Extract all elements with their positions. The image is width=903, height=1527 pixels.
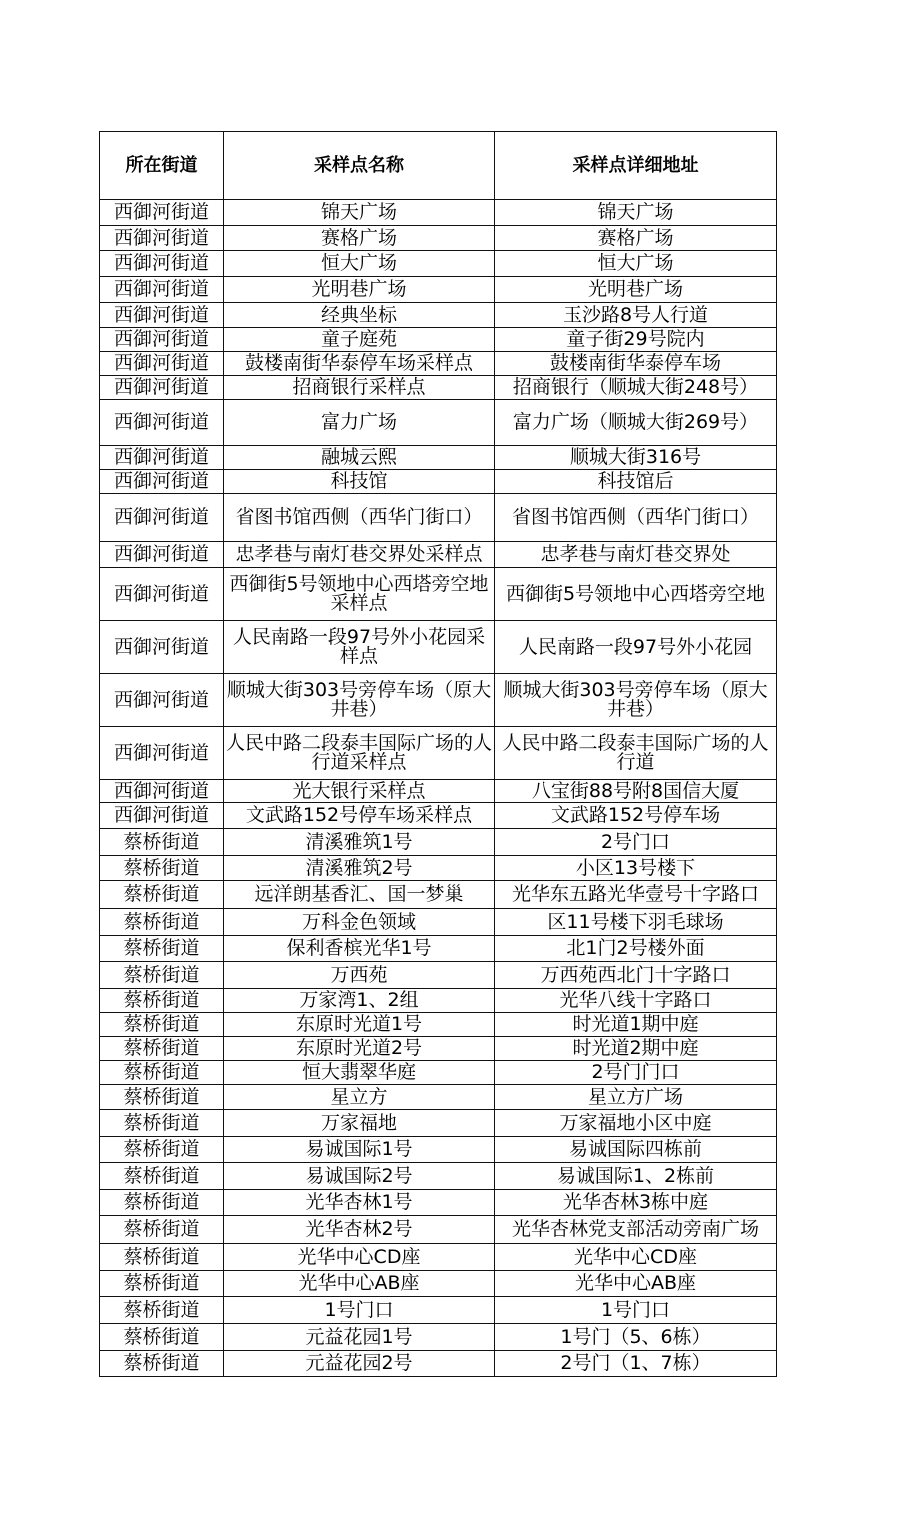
table-row <box>100 1137 777 1163</box>
table-row <box>100 1061 777 1085</box>
cell-site-name: 光华中心CD座 <box>224 1244 495 1271</box>
cell-site-address: 光华东五路光华壹号十字路口 <box>495 881 777 909</box>
cell-site-name: 清溪雅筑1号 <box>224 829 495 856</box>
cell-street: 蔡桥街道 <box>100 909 224 936</box>
cell-site-address: 光华中心AB座 <box>495 1271 777 1297</box>
cell-street: 西御河街道 <box>100 803 224 829</box>
cell-site-name: 招商银行采样点 <box>224 376 495 400</box>
cell-street: 蔡桥街道 <box>100 1190 224 1216</box>
cell-street: 西御河街道 <box>100 303 224 328</box>
cell-street: 西御河街道 <box>100 226 224 251</box>
cell-site-address: 北1门2号楼外面 <box>495 936 777 962</box>
cell-site-name: 人民南路一段97号外小花园采样点 <box>224 621 495 674</box>
cell-site-name: 童子庭苑 <box>224 328 495 352</box>
cell-site-name: 顺城大街303号旁停车场（原大井巷） <box>224 674 495 727</box>
cell-street: 蔡桥街道 <box>100 1216 224 1244</box>
cell-street: 西御河街道 <box>100 277 224 303</box>
cell-site-address: 人民南路一段97号外小花园 <box>495 621 777 674</box>
cell-site-address: 易诚国际1、2栋前 <box>495 1163 777 1190</box>
table-row <box>100 1216 777 1244</box>
table-row <box>100 803 777 829</box>
header-site-name: 采样点名称 <box>224 132 495 200</box>
table-body <box>100 200 777 1377</box>
cell-site-address: 时光道2期中庭 <box>495 1037 777 1061</box>
table-row <box>100 200 777 226</box>
cell-site-name: 光大银行采样点 <box>224 780 495 803</box>
cell-site-name: 省图书馆西侧（西华门街口） <box>224 494 495 542</box>
cell-street: 蔡桥街道 <box>100 962 224 989</box>
cell-site-name: 易诚国际1号 <box>224 1137 495 1163</box>
cell-site-address: 时光道1期中庭 <box>495 1013 777 1037</box>
table-row <box>100 1013 777 1037</box>
cell-site-address: 万家福地小区中庭 <box>495 1110 777 1137</box>
cell-street: 西御河街道 <box>100 470 224 494</box>
table-row <box>100 251 777 277</box>
cell-site-address: 西御街5号领地中心西塔旁空地 <box>495 568 777 621</box>
cell-site-name: 锦天广场 <box>224 200 495 226</box>
table-row <box>100 1351 777 1377</box>
cell-site-address: 人民中路二段泰丰国际广场的人行道 <box>495 727 777 780</box>
table-row <box>100 1163 777 1190</box>
cell-street: 蔡桥街道 <box>100 856 224 881</box>
cell-site-address: 万西苑西北门十字路口 <box>495 962 777 989</box>
table-row <box>100 936 777 962</box>
table-row <box>100 909 777 936</box>
cell-site-address: 区11号楼下羽毛球场 <box>495 909 777 936</box>
cell-site-address: 恒大广场 <box>495 251 777 277</box>
cell-site-name: 保利香槟光华1号 <box>224 936 495 962</box>
table-row <box>100 621 777 674</box>
cell-site-address: 1号门（5、6栋） <box>495 1324 777 1351</box>
cell-street: 蔡桥街道 <box>100 1110 224 1137</box>
table-row <box>100 1190 777 1216</box>
header-street: 所在街道 <box>100 132 224 200</box>
cell-site-address: 光华八线十字路口 <box>495 989 777 1013</box>
cell-site-name: 光华杏林1号 <box>224 1190 495 1216</box>
cell-street: 西御河街道 <box>100 674 224 727</box>
table-row <box>100 1297 777 1324</box>
table-row <box>100 400 777 446</box>
cell-site-name: 东原时光道2号 <box>224 1037 495 1061</box>
cell-site-name: 1号门口 <box>224 1297 495 1324</box>
table-row <box>100 727 777 780</box>
table-row <box>100 856 777 881</box>
cell-site-address: 光明巷广场 <box>495 277 777 303</box>
table-row <box>100 1085 777 1110</box>
cell-street: 西御河街道 <box>100 376 224 400</box>
cell-site-name: 鼓楼南街华泰停车场采样点 <box>224 352 495 376</box>
cell-site-address: 赛格广场 <box>495 226 777 251</box>
cell-site-address: 玉沙路8号人行道 <box>495 303 777 328</box>
table-row <box>100 328 777 352</box>
table-header-row <box>100 132 777 200</box>
cell-street: 西御河街道 <box>100 727 224 780</box>
cell-street: 蔡桥街道 <box>100 1271 224 1297</box>
cell-site-address: 鼓楼南街华泰停车场 <box>495 352 777 376</box>
cell-site-name: 万家福地 <box>224 1110 495 1137</box>
cell-site-name: 光明巷广场 <box>224 277 495 303</box>
table-row <box>100 1324 777 1351</box>
cell-site-address: 八宝街88号附8国信大厦 <box>495 780 777 803</box>
cell-street: 蔡桥街道 <box>100 1297 224 1324</box>
cell-street: 蔡桥街道 <box>100 936 224 962</box>
cell-street: 西御河街道 <box>100 780 224 803</box>
table-row <box>100 352 777 376</box>
table-row <box>100 376 777 400</box>
table-row <box>100 1110 777 1137</box>
table-row <box>100 494 777 542</box>
cell-site-name: 星立方 <box>224 1085 495 1110</box>
cell-site-name: 经典坐标 <box>224 303 495 328</box>
cell-street: 蔡桥街道 <box>100 1061 224 1085</box>
cell-site-name: 西御街5号领地中心西塔旁空地采样点 <box>224 568 495 621</box>
cell-site-address: 招商银行（顺城大街248号） <box>495 376 777 400</box>
cell-site-name: 元益花园1号 <box>224 1324 495 1351</box>
cell-street: 蔡桥街道 <box>100 1351 224 1377</box>
cell-site-name: 远洋朗基香汇、国一梦巢 <box>224 881 495 909</box>
cell-site-address: 星立方广场 <box>495 1085 777 1110</box>
cell-site-name: 赛格广场 <box>224 226 495 251</box>
cell-street: 西御河街道 <box>100 200 224 226</box>
cell-site-name: 万科金色领域 <box>224 909 495 936</box>
cell-site-name: 清溪雅筑2号 <box>224 856 495 881</box>
cell-street: 蔡桥街道 <box>100 1137 224 1163</box>
cell-site-name: 易诚国际2号 <box>224 1163 495 1190</box>
cell-street: 西御河街道 <box>100 400 224 446</box>
cell-site-name: 文武路152号停车场采样点 <box>224 803 495 829</box>
table-row <box>100 446 777 470</box>
cell-site-address: 忠孝巷与南灯巷交界处 <box>495 542 777 568</box>
cell-street: 蔡桥街道 <box>100 989 224 1013</box>
table-row <box>100 674 777 727</box>
cell-street: 蔡桥街道 <box>100 1085 224 1110</box>
cell-site-address: 富力广场（顺城大街269号） <box>495 400 777 446</box>
table-row <box>100 568 777 621</box>
cell-site-address: 2号门口 <box>495 829 777 856</box>
cell-site-address: 童子街29号院内 <box>495 328 777 352</box>
cell-street: 西御河街道 <box>100 328 224 352</box>
cell-site-address: 顺城大街303号旁停车场（原大井巷） <box>495 674 777 727</box>
sampling-sites-table <box>99 131 777 1377</box>
cell-site-address: 锦天广场 <box>495 200 777 226</box>
table-row <box>100 881 777 909</box>
cell-site-address: 文武路152号停车场 <box>495 803 777 829</box>
cell-site-address: 光华杏林党支部活动旁南广场 <box>495 1216 777 1244</box>
header-site-address: 采样点详细地址 <box>495 132 777 200</box>
cell-site-address: 2号门门口 <box>495 1061 777 1085</box>
table-row <box>100 542 777 568</box>
cell-street: 蔡桥街道 <box>100 881 224 909</box>
cell-street: 西御河街道 <box>100 251 224 277</box>
cell-site-name: 科技馆 <box>224 470 495 494</box>
table-row <box>100 470 777 494</box>
table-row <box>100 1244 777 1271</box>
cell-street: 西御河街道 <box>100 542 224 568</box>
table-row <box>100 277 777 303</box>
table-row <box>100 989 777 1013</box>
table-row <box>100 1271 777 1297</box>
cell-street: 蔡桥街道 <box>100 1037 224 1061</box>
cell-street: 西御河街道 <box>100 352 224 376</box>
table-row <box>100 303 777 328</box>
cell-site-name: 恒大翡翠华庭 <box>224 1061 495 1085</box>
cell-site-name: 恒大广场 <box>224 251 495 277</box>
cell-street: 蔡桥街道 <box>100 1163 224 1190</box>
cell-street: 西御河街道 <box>100 494 224 542</box>
cell-site-name: 万家湾1、2组 <box>224 989 495 1013</box>
table-row <box>100 780 777 803</box>
cell-street: 蔡桥街道 <box>100 829 224 856</box>
cell-site-name: 融城云熙 <box>224 446 495 470</box>
cell-site-name: 元益花园2号 <box>224 1351 495 1377</box>
cell-site-name: 忠孝巷与南灯巷交界处采样点 <box>224 542 495 568</box>
cell-site-name: 万西苑 <box>224 962 495 989</box>
cell-site-address: 顺城大街316号 <box>495 446 777 470</box>
cell-street: 西御河街道 <box>100 446 224 470</box>
cell-site-address: 小区13号楼下 <box>495 856 777 881</box>
table-row <box>100 1037 777 1061</box>
cell-site-address: 科技馆后 <box>495 470 777 494</box>
table-row <box>100 226 777 251</box>
cell-site-address: 易诚国际四栋前 <box>495 1137 777 1163</box>
cell-site-name: 光华杏林2号 <box>224 1216 495 1244</box>
cell-street: 西御河街道 <box>100 568 224 621</box>
cell-site-address: 1号门口 <box>495 1297 777 1324</box>
cell-site-name: 光华中心AB座 <box>224 1271 495 1297</box>
table-row <box>100 962 777 989</box>
cell-street: 蔡桥街道 <box>100 1324 224 1351</box>
cell-street: 蔡桥街道 <box>100 1013 224 1037</box>
cell-street: 蔡桥街道 <box>100 1244 224 1271</box>
cell-site-address: 光华中心CD座 <box>495 1244 777 1271</box>
table-row <box>100 829 777 856</box>
cell-site-name: 东原时光道1号 <box>224 1013 495 1037</box>
cell-site-address: 省图书馆西侧（西华门街口） <box>495 494 777 542</box>
cell-site-name: 富力广场 <box>224 400 495 446</box>
cell-street: 西御河街道 <box>100 621 224 674</box>
cell-site-address: 光华杏林3栋中庭 <box>495 1190 777 1216</box>
cell-site-address: 2号门（1、7栋） <box>495 1351 777 1377</box>
cell-site-name: 人民中路二段泰丰国际广场的人行道采样点 <box>224 727 495 780</box>
